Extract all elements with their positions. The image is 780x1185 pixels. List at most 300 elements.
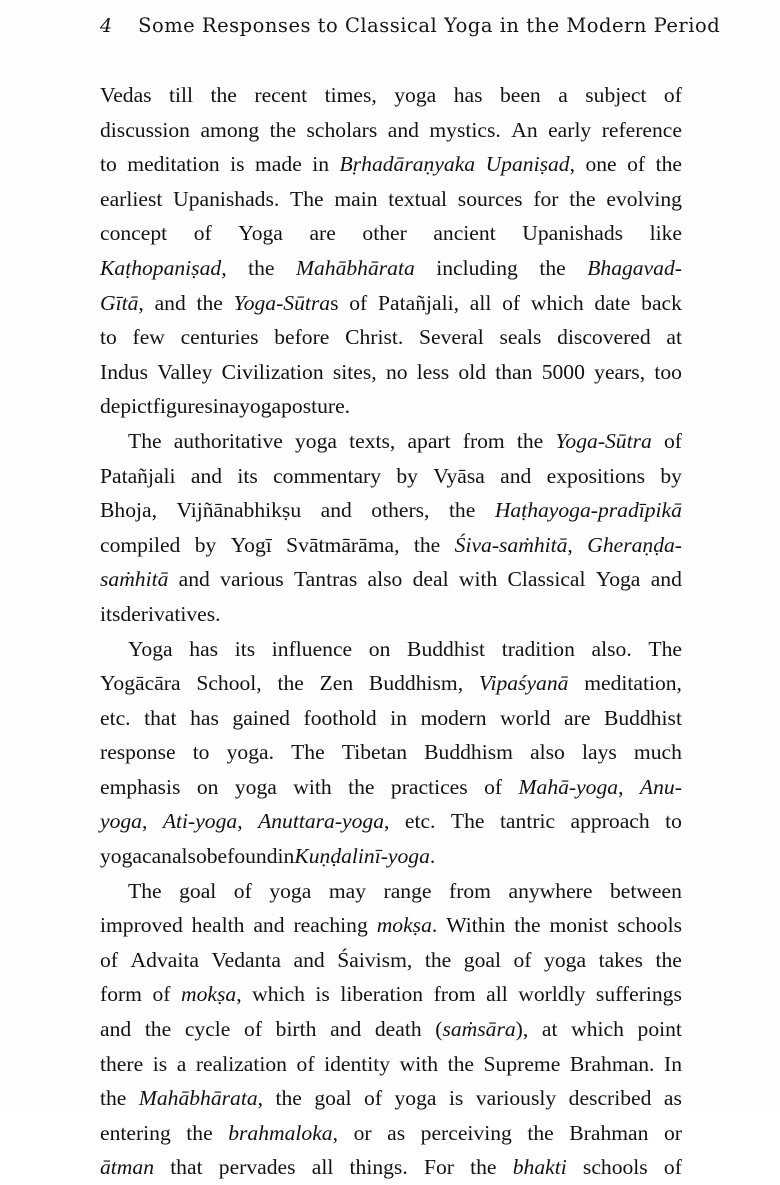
roman-run: Vedas [100,83,152,107]
word [384,874,432,909]
roman-run: seals [499,325,542,350]
paragraph [100,874,682,1185]
word [177,1047,187,1082]
word [235,632,255,667]
word [486,977,508,1012]
text-line [100,528,682,563]
word [651,562,682,597]
roman-run: various [220,567,284,592]
roman-run: the [100,1086,127,1111]
text-line [100,389,682,424]
roman-run: takes [598,947,643,972]
word [230,147,244,182]
roman-run: by [660,463,682,488]
word [100,666,181,701]
roman-run: s [330,290,339,315]
word [544,943,586,978]
word [254,78,307,113]
roman-run: Several [419,325,484,350]
roman-run: Within [446,913,506,938]
roman-run: which [252,982,305,1007]
word [231,528,272,563]
word [169,78,193,113]
roman-run: on [368,636,391,661]
roman-run: and [387,117,419,142]
roman-run: authoritative [173,428,283,453]
word [315,977,329,1012]
roman-run: the [196,290,223,315]
roman-run: and [190,463,223,488]
word [128,632,173,667]
roman-run: posture. [281,394,351,419]
roman-run: texts, [349,428,396,453]
roman-run: which [530,290,584,315]
roman-run: Classical [507,567,586,592]
word [314,1081,351,1116]
word [100,113,190,148]
text-line [100,908,682,943]
word [499,320,541,355]
roman-run: yoga [234,774,277,799]
word [666,320,682,355]
word [100,1150,154,1185]
roman-run: , [141,809,148,834]
word [519,770,624,805]
word [350,1150,408,1185]
word [213,389,230,424]
roman-run: no [385,359,408,384]
word [227,735,274,770]
roman-run: , [237,809,243,834]
word [340,147,476,182]
roman-run: of [296,1051,315,1076]
word [375,1012,422,1047]
roman-run: like [649,221,682,246]
roman-run: the [275,1086,302,1111]
roman-run: as [387,1120,406,1145]
word [555,424,651,459]
italic-run: Anuttara-yoga [258,809,385,834]
word [558,78,568,113]
word [349,286,367,321]
roman-run: than [495,359,533,384]
word [163,804,243,839]
word [278,839,295,874]
roman-run: range [383,878,432,903]
text-line [100,1047,682,1082]
roman-run: Upanishads. [173,186,280,211]
word [295,424,337,459]
roman-run: of [349,290,368,315]
roman-run: and [154,290,186,315]
word [502,632,575,667]
word [100,286,144,321]
word [569,182,595,217]
word [522,216,623,251]
roman-run: Tantras [294,567,358,592]
roman-run: and [330,1017,362,1042]
word [433,459,485,494]
word [157,355,212,390]
italic-run: Gītā [100,290,139,315]
roman-run: sources [457,186,523,211]
roman-run: cycle [184,1017,231,1042]
word [220,562,284,597]
word [517,424,543,459]
word [127,147,219,182]
text-line [100,770,682,805]
roman-run: subject [585,83,647,107]
word [145,1012,171,1047]
word [514,908,540,943]
roman-run: centuries [180,325,259,350]
roman-run: , [618,774,624,799]
text-line [100,459,682,494]
word [234,286,339,321]
roman-run: to [100,325,117,350]
roman-run: Patañjali [100,463,176,488]
roman-run: , [332,1120,339,1145]
word [273,459,381,494]
word [191,459,222,494]
roman-run: yoga [295,428,337,453]
word [592,632,632,667]
word [531,286,584,321]
word [449,493,475,528]
word [454,78,483,113]
roman-run: The [450,809,485,834]
italic-run: Ati-yoga [162,809,238,834]
text-line [100,424,682,459]
word [100,701,131,736]
word [307,113,378,148]
roman-run: which [571,1017,624,1042]
word [463,424,505,459]
italic-run: Mahābhārata [295,255,415,280]
word [585,78,646,113]
roman-run: ), [515,1017,529,1042]
word [239,389,281,424]
word [181,977,242,1012]
roman-run: in [277,844,295,869]
roman-run: of [244,1017,263,1042]
roman-run: identity [324,1051,391,1076]
word [100,528,180,563]
word [369,632,391,667]
word [348,770,374,805]
word [533,182,558,217]
roman-run: and [500,463,532,488]
word [219,1150,296,1185]
word [548,113,591,148]
word [100,943,118,978]
word [610,874,682,909]
roman-run: , [236,982,242,1007]
roman-run: Civilization [221,359,324,384]
roman-run: between [609,878,682,903]
word [448,1047,474,1082]
roman-run: the [527,1120,554,1145]
word [617,908,682,943]
paragraph [100,78,682,424]
roman-run: yoga [394,1086,437,1111]
word [542,355,585,390]
roman-run: be [206,844,228,869]
roman-run: recent [254,83,308,107]
roman-run: the [144,1017,172,1042]
word [345,320,403,355]
running-head [100,14,721,48]
roman-run: evolving [606,186,682,211]
roman-run: in [390,705,408,730]
roman-run: with [458,567,498,592]
text-line [100,1150,682,1185]
roman-run: practices [390,774,468,799]
word [100,1116,171,1151]
roman-run: is [448,1086,464,1111]
roman-run: the [539,255,566,280]
roman-run: Svātmārāma, [286,532,400,557]
roman-run: An [511,117,538,142]
roman-run: Vyāsa [433,463,485,488]
word [155,286,186,321]
roman-run: The [128,428,162,453]
word [253,908,284,943]
word [405,804,436,839]
roman-run: described [568,1086,652,1111]
roman-run: meditation [127,152,220,177]
word [433,216,495,251]
roman-run: also. [591,636,632,661]
word [664,78,682,113]
roman-run: depict [100,394,153,419]
text-line [100,597,682,632]
word [232,701,290,736]
word [100,216,167,251]
word [277,666,303,701]
roman-run: on [196,774,219,799]
roman-run: Supreme [483,1051,561,1076]
roman-run: goal [179,878,217,903]
word [309,216,335,251]
roman-run: has [189,636,219,661]
roman-run: less [416,359,450,384]
word [585,147,616,182]
word [100,1047,143,1082]
word [100,804,147,839]
roman-run: mystics. [429,117,501,142]
roman-run: others, [371,498,430,523]
word [570,1047,655,1082]
roman-run: response [100,740,176,765]
roman-run: times, [324,83,377,107]
word [294,562,357,597]
roman-run: of [193,221,212,246]
word [648,632,682,667]
roman-run: its [237,463,258,488]
italic-run: Gheraṇḍa- [587,532,682,557]
word [455,528,573,563]
word [100,839,142,874]
word [476,1081,556,1116]
italic-run: saṁsāra [442,1017,516,1042]
word [296,251,415,286]
word [369,666,463,701]
roman-run: School, [196,671,262,696]
running-head-title: Some Responses to Classical Yoga in the Modern Period [138,14,721,37]
word [446,908,505,943]
word [386,355,408,390]
word [325,78,377,113]
word [100,459,176,494]
word [174,424,283,459]
roman-run: of [364,1086,383,1111]
roman-run: influence [271,636,353,661]
word [421,1116,512,1151]
roman-run: variously [475,1086,557,1111]
roman-run: modern [420,705,487,730]
word [196,666,261,701]
word [640,770,682,805]
word [527,1116,553,1151]
roman-run: 5000 [541,359,585,384]
roman-run: expositions [546,463,646,488]
word [294,943,325,978]
roman-run: apart [407,428,451,453]
roman-run: commentary [273,463,382,488]
word [272,632,352,667]
word [100,251,227,286]
roman-run: The [648,636,682,661]
roman-run: form [100,982,142,1007]
italic-run: Haṭhayoga-pradīpikā [494,498,682,523]
word [500,459,531,494]
word [547,459,645,494]
word [459,562,497,597]
word [342,735,407,770]
text-line [100,1081,682,1116]
roman-run: of [100,947,118,972]
roman-run: Buddhism, [368,671,464,696]
word [293,908,367,943]
roman-run: Indus [100,359,148,384]
roman-run: of [513,947,532,972]
word [500,804,555,839]
word [464,943,501,978]
text-line [100,562,682,597]
word [502,286,520,321]
roman-run: the [210,83,237,107]
word [664,424,682,459]
italic-run: Mahā-yoga [518,774,619,799]
roman-run: earliest [100,186,163,211]
word [100,977,142,1012]
word [378,286,459,321]
word [421,701,487,736]
roman-run: Buddhist [407,636,486,661]
roman-run: Brahman. [569,1051,655,1076]
roman-run: the [186,1120,213,1145]
roman-run: can [141,844,172,869]
italic-run: Bhagavad- [587,255,682,280]
word [394,78,436,113]
word [458,182,523,217]
roman-run: to [192,740,210,765]
roman-run: all [469,290,492,315]
roman-run: emphasis [100,774,181,799]
roman-run: lays [581,740,617,765]
roman-run: , [384,809,390,834]
roman-run: of [502,290,521,315]
word [194,216,212,251]
word [500,78,541,113]
roman-run: Yoga [238,221,283,246]
word [100,78,152,113]
paragraph [100,632,682,874]
word [511,113,537,148]
word [584,666,682,701]
roman-run: point [637,1017,682,1042]
roman-run: including [436,255,518,280]
roman-run: yoga [239,394,282,419]
word [195,528,217,563]
word [100,182,162,217]
word [434,977,476,1012]
word [594,355,645,390]
roman-run: a [176,1051,187,1076]
roman-run: the [424,947,452,972]
word [479,666,569,701]
roman-run: also [171,844,207,869]
word [664,1150,682,1185]
word [193,735,210,770]
italic-run: Kaṭhopaniṣad [100,255,222,280]
roman-run: sites, [332,359,377,384]
word [237,459,257,494]
roman-run: Yoga [595,567,641,592]
word [654,355,682,390]
word [557,320,651,355]
roman-run: , [569,152,575,177]
word [120,597,220,632]
roman-run: its [234,636,256,661]
roman-run: ancient [433,221,496,246]
word [207,839,227,874]
roman-run: at [541,1017,558,1042]
roman-run: perceiving [420,1120,512,1145]
roman-run: is [230,152,245,177]
roman-run: Patañjali, [378,290,459,315]
word [255,147,302,182]
roman-run: in [312,152,330,177]
word [197,770,219,805]
word [197,286,223,321]
word [349,424,395,459]
word [337,943,412,978]
roman-run: early [548,117,592,142]
word [596,562,641,597]
word [388,182,447,217]
roman-run: yoga [394,83,437,107]
word [596,977,682,1012]
word [470,286,492,321]
text-line [100,182,682,217]
roman-run: has [453,83,483,107]
word [100,597,120,632]
roman-run: worldly [518,982,586,1007]
word [604,701,682,736]
italic-run: mokṣa [376,913,432,938]
